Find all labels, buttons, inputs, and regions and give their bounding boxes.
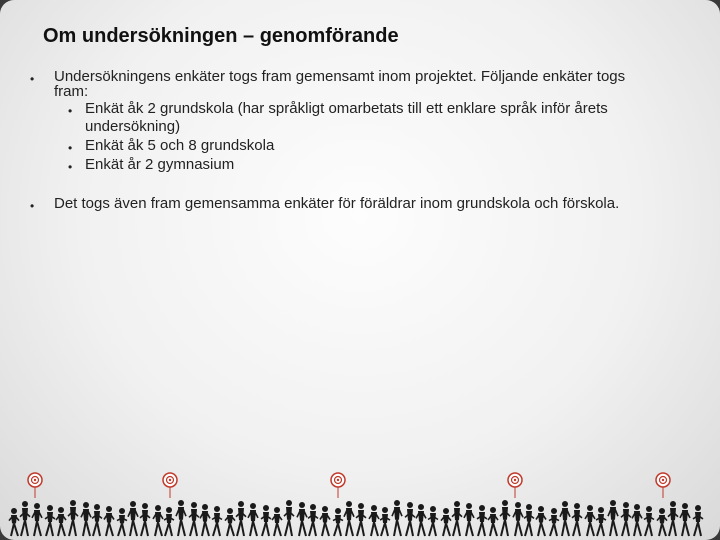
person-silhouette [56, 507, 66, 536]
person-silhouette [176, 500, 186, 536]
target-icon [656, 473, 670, 498]
person-silhouette [104, 506, 114, 536]
person-silhouette [369, 505, 379, 536]
person-silhouette [9, 508, 19, 536]
person-silhouette [212, 506, 222, 536]
person-silhouette [441, 508, 451, 536]
sub-item-text: undersökning) [85, 118, 181, 135]
person-silhouette [225, 508, 235, 536]
person-silhouette [344, 501, 354, 536]
person-silhouette [428, 506, 438, 536]
person-silhouette [513, 502, 523, 536]
person-silhouette [356, 503, 366, 536]
person-silhouette [452, 501, 462, 536]
sub-item-text: Enkät åk 5 och 8 grundskola [85, 137, 275, 154]
sub-item-text: Enkät åk 2 grundskola (har språkligt omarbetats till ett enklare språk inför årets [85, 100, 608, 117]
person-silhouette [272, 507, 282, 536]
footer-decoration [0, 468, 720, 540]
person-silhouette [308, 504, 318, 536]
sub-bullet-marker: • [68, 104, 73, 118]
person-silhouette [549, 508, 559, 536]
sub-bullet-marker: • [68, 160, 73, 174]
person-silhouette [20, 501, 30, 536]
person-silhouette [632, 504, 642, 536]
person-silhouette [189, 502, 199, 536]
person-silhouette [680, 503, 690, 536]
person-silhouette [248, 503, 258, 536]
person-silhouette [140, 503, 150, 536]
person-silhouette [128, 501, 138, 536]
person-silhouette [500, 500, 510, 536]
sub-bullet-marker: • [68, 141, 73, 155]
person-silhouette [464, 503, 474, 536]
person-silhouette [572, 503, 582, 536]
bullet-marker: • [30, 199, 35, 213]
person-silhouette [284, 500, 294, 536]
person-silhouette [416, 504, 426, 536]
person-silhouette [536, 506, 546, 536]
person-silhouette [560, 501, 570, 536]
person-silhouette [32, 503, 42, 536]
target-icon [331, 473, 345, 498]
person-silhouette [488, 507, 498, 536]
bullet-text-line: Undersökningens enkäter togs fram gemensamt inom projektet. Följande enkäter togs [54, 68, 626, 85]
person-silhouette [68, 500, 78, 536]
person-silhouette [297, 502, 307, 536]
person-silhouette [405, 502, 415, 536]
person-silhouette [45, 505, 55, 536]
target-icon [28, 473, 42, 498]
person-silhouette [81, 502, 91, 536]
sub-item-text: Enkät år 2 gymnasium [85, 156, 235, 173]
target-icon [163, 473, 177, 498]
person-silhouette [200, 504, 210, 536]
person-silhouette [524, 504, 534, 536]
person-silhouette [164, 507, 174, 536]
person-silhouette [380, 507, 390, 536]
person-silhouette [153, 505, 163, 536]
target-icon [508, 473, 522, 498]
person-silhouette [644, 506, 654, 536]
person-silhouette [261, 505, 271, 536]
person-silhouette [236, 501, 246, 536]
person-silhouette [392, 500, 402, 536]
person-silhouette [92, 504, 102, 536]
bullet-text-line: fram: [54, 83, 89, 100]
bullet-text-line: Det togs även fram gemensamma enkäter för föräldrar inom grundskola och förskola. [54, 195, 620, 212]
walking-people-icon [0, 468, 720, 540]
person-silhouette [477, 505, 487, 536]
person-silhouette [608, 500, 618, 536]
person-silhouette [657, 508, 667, 536]
person-silhouette [621, 502, 631, 536]
person-silhouette [320, 506, 330, 536]
person-silhouette [585, 505, 595, 536]
person-silhouette [117, 508, 127, 536]
bullet-marker: • [30, 72, 35, 86]
person-silhouette [668, 501, 678, 536]
person-silhouette [693, 505, 703, 536]
person-silhouette [596, 507, 606, 536]
person-silhouette [333, 508, 343, 536]
slide-title: Om undersökningen – genomförande [43, 25, 399, 47]
